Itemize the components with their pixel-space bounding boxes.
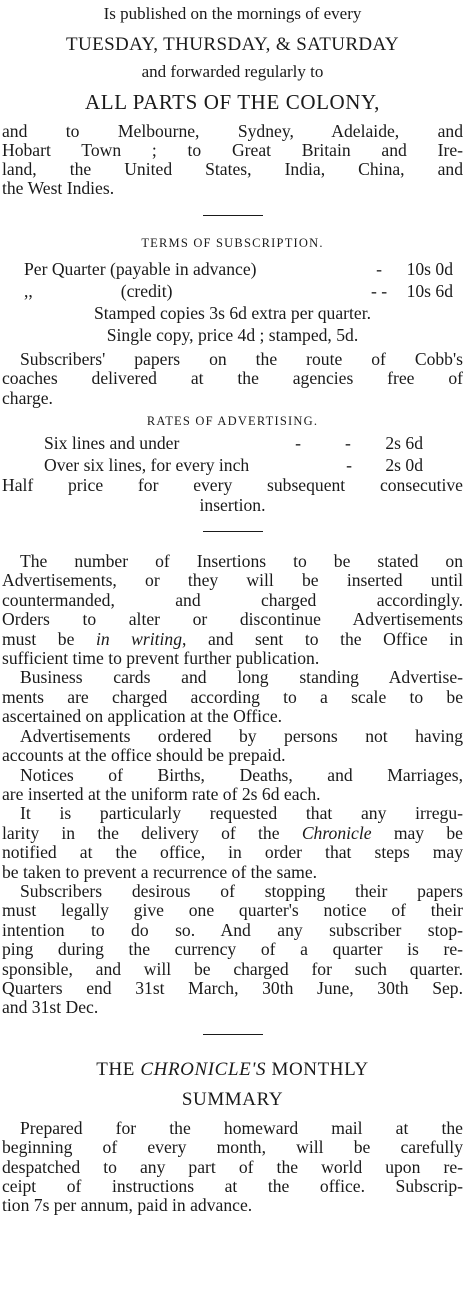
text-line: insertion. — [199, 494, 266, 515]
text-line: and 31st Dec. — [2, 997, 99, 1018]
insertions-paragraph — [2, 552, 463, 668]
text-line: sufficient time to prevent further publication. — [2, 648, 320, 669]
stamped-copies-line: Stamped copies 3s 6d extra per quarter. — [93, 303, 371, 323]
summary-paragraph — [2, 1119, 463, 1216]
text-line: Subscribers desirous of stopping their papers — [20, 880, 463, 901]
advertising-rates — [44, 432, 423, 476]
text-line — [2, 824, 463, 843]
rate-price: 10s 6d — [406, 281, 453, 301]
text-run: THE — [96, 1058, 141, 1080]
text-line: are inserted at the uniform rate of 2s 6d each. — [2, 783, 321, 804]
emphasis-text: CHRONICLE'S — [140, 1058, 267, 1080]
prepaid-paragraph — [2, 727, 463, 766]
subscription-heading: TERMS OF SUBSCRIPTION. — [141, 236, 324, 250]
rate-row-quarter — [24, 258, 453, 280]
text-run: larity in the delivery of the — [2, 822, 302, 843]
text-line: Half price for every subsequent consecutive — [2, 475, 463, 496]
text-run: must be — [2, 628, 96, 649]
rate-label: Per Quarter (payable in advance) — [24, 259, 257, 279]
text-line: intention to do so. And any subscriber stop- — [2, 919, 463, 940]
ad-rate-dash: - — [346, 455, 352, 476]
text-line: Quarters end 31st March, 30th June, 30th Sep. — [2, 977, 463, 998]
text-line: land, the United States, India, China, and — [2, 159, 463, 179]
text-line: Business cards and long standing Advertise- — [20, 667, 463, 688]
text-line: sponsible, and will be charged for such quarter. — [2, 958, 463, 979]
summary-title — [2, 1055, 463, 1085]
rate-row-credit — [24, 280, 453, 302]
text-line: ceipt of instructions at the office. Subscrip- — [2, 1176, 463, 1196]
text-line: the West Indies. — [2, 178, 115, 198]
text-line: Advertisements ordered by persons not having — [20, 725, 463, 746]
ad-rate-price: 2s 6d — [385, 433, 423, 454]
text-line: The number of Insertions to be stated on — [20, 551, 463, 572]
text-line: Advertisements, or they will be inserted until — [2, 570, 463, 591]
text-line: ascertained on application at the Office. — [2, 706, 283, 727]
text-run: MONTHLY — [266, 1058, 369, 1080]
ad-rate-label: Over six lines, for every inch — [44, 455, 250, 476]
text-line: despatched to any part of the world upon re- — [2, 1156, 463, 1177]
cobbs-coaches-paragraph — [2, 350, 463, 408]
ad-rate-label: Six lines and under — [44, 433, 180, 454]
business-cards-paragraph — [2, 668, 463, 726]
text-line: charge. — [2, 387, 53, 408]
section-divider — [203, 531, 263, 532]
section-divider — [203, 1034, 263, 1035]
ad-rate-price: 2s 0d — [385, 455, 423, 476]
text-line: accounts at the office should be prepaid. — [2, 745, 286, 766]
text-line: Orders to alter or discontinue Advertisements — [2, 609, 463, 630]
subscription-rates — [24, 258, 453, 302]
text-run: may be — [371, 822, 463, 843]
births-deaths-paragraph — [2, 766, 463, 805]
text-line: and to Melbourne, Sydney, Adelaide, and — [2, 121, 463, 141]
text-run: , and sent to the Office in — [182, 628, 463, 649]
rate-dash: - - — [370, 281, 388, 301]
text-line: be taken to prevent a recurrence of the same. — [2, 861, 318, 882]
section-divider — [203, 215, 263, 216]
text-line: Notices of Births, Deaths, and Marriages, — [20, 764, 463, 785]
publication-days-intro: Is published on the mornings of every — [103, 4, 362, 23]
stopping-papers-paragraph — [2, 882, 463, 1018]
text-line: coaches delivered at the agencies free of — [2, 368, 463, 389]
text-line: Hobart Town ; to Great Britain and Ire- — [2, 140, 463, 160]
ad-rate-row — [44, 454, 423, 476]
text-line: ping during the currency of a quarter is re- — [2, 939, 463, 960]
half-price-paragraph — [2, 476, 463, 515]
irregularity-paragraph — [2, 804, 463, 882]
advertising-heading: RATES OF ADVERTISING. — [146, 414, 319, 429]
text-line: ments are charged according to a scale to be — [2, 686, 463, 707]
newspaper-notice-column — [0, 2, 465, 1313]
text-line: notified at the office, in order that steps may — [2, 842, 463, 863]
ad-rate-dash: - - — [295, 433, 351, 454]
text-line: tion 7s per annum, paid in advance. — [2, 1195, 253, 1216]
text-line: It is particularly requested that any irregu- — [20, 803, 463, 824]
publication-days: TUESDAY, THURSDAY, & SATURDAY — [65, 34, 400, 55]
rate-price: 10s 0d — [406, 259, 453, 279]
text-line — [2, 630, 463, 649]
text-line: Prepared for the homeward mail at the — [20, 1117, 463, 1138]
emphasis-text: in writing — [95, 628, 183, 649]
distribution-paragraph — [2, 122, 463, 198]
text-line: beginning of every month, will be carefully — [2, 1137, 463, 1158]
text-line: Subscribers' papers on the route of Cobb's — [20, 349, 463, 369]
single-copy-line: Single copy, price 4d ; stamped, 5d. — [106, 325, 359, 345]
summary-subtitle: SUMMARY — [181, 1088, 284, 1110]
rate-label: ,, (credit) — [24, 281, 173, 301]
text-line: countermanded, and charged accordingly. — [2, 589, 463, 610]
text-line: must legally give one quarter's notice of their — [2, 900, 463, 921]
rate-dash: - — [376, 259, 382, 279]
forwarding-line: and forwarded regularly to — [141, 62, 324, 81]
ad-rate-row — [44, 432, 423, 454]
colony-heading: ALL PARTS OF THE COLONY, — [85, 90, 380, 114]
emphasis-text: Chronicle — [301, 822, 372, 843]
